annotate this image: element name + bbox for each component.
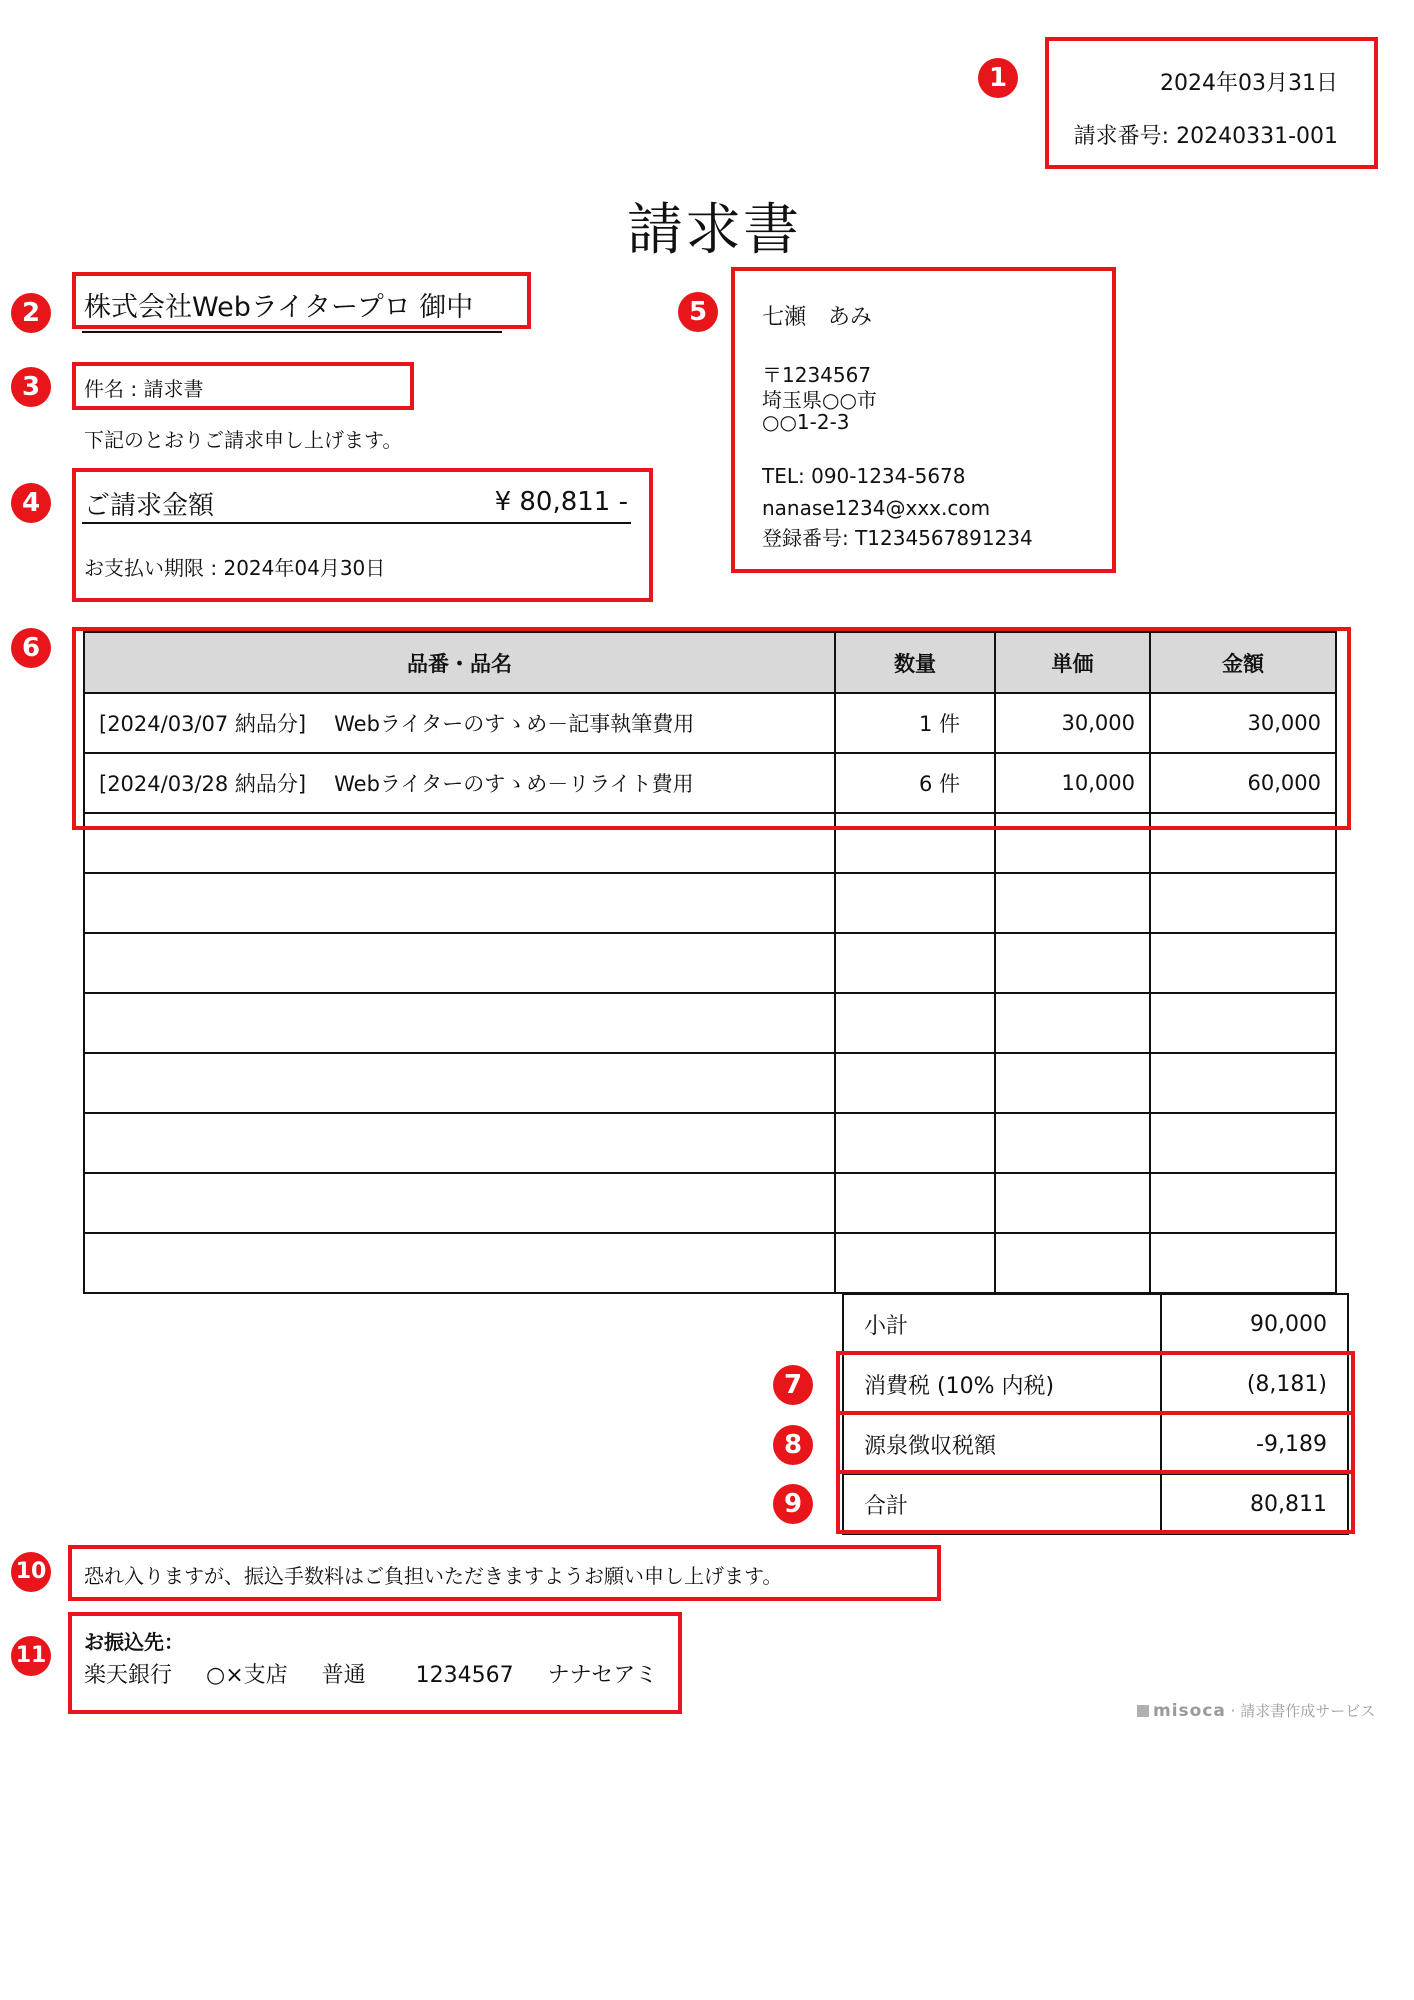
issuer-tel: TEL: 090-1234-5678 [762,464,966,488]
table-row-empty [84,1113,1336,1173]
amount-value: ¥ 80,811 - [494,487,628,517]
subject-label: 件名 : [84,377,138,401]
bank-account-number: 1234567 [415,1663,514,1688]
item-amount: 30,000 [1150,693,1336,753]
item-delivery-date: [2024/03/28 納品分] [99,772,307,796]
subtotal-label: 小計 [843,1294,1161,1354]
issuer-registration: 登録番号: T1234567891234 [762,526,1033,550]
total-value: 80,811 [1161,1474,1348,1534]
header-unit-price: 単価 [995,632,1150,693]
annotation-marker-8: 8 [773,1425,813,1465]
issuer-address-2: ○○1-2-3 [762,410,850,434]
recipient-underline [82,331,502,333]
subtotal-value: 90,000 [1161,1294,1348,1354]
item-quantity: 6 件 [835,753,995,813]
table-row-empty [84,1173,1336,1233]
misoca-logo-icon [1137,1705,1149,1717]
withholding-label: 源泉徴収税額 [843,1414,1161,1474]
misoca-service-text: · 請求書作成サービス [1230,1702,1376,1720]
due-date-line [84,552,385,581]
annotation-box-9 [836,1470,1355,1534]
issuer-name: 七瀬 あみ [762,305,873,330]
bank-account-type: 普通 [321,1663,366,1688]
table-row-empty [84,993,1336,1053]
annotation-marker-11: 11 [11,1636,51,1676]
header-item-name: 品番・品名 [84,632,835,693]
recipient-name: 株式会社Webライタープロ 御中 [84,292,474,323]
invoice-number-label: 請求番号: [1073,124,1170,149]
table-row-empty [84,873,1336,933]
total-label: 合計 [843,1474,1161,1534]
invoice-number-value: 20240331-001 [1176,124,1338,149]
table-row-empty [84,1233,1336,1293]
annotation-marker-9: 9 [773,1484,813,1524]
invoice-date: 2024年03月31日 [1160,71,1338,96]
annotation-box-7 [836,1351,1355,1415]
tax-label: 消費税 (10% 内税) [843,1354,1161,1414]
page-title: 請求書 [627,198,801,263]
payment-note: 恐れ入りますが、振込手数料はご負担いただきますようお願い申し上げます。 [84,1564,783,1588]
misoca-logo-word: misoca [1153,1701,1226,1721]
subject-value: 請求書 [143,377,204,401]
invoice-number [1074,119,1338,150]
intro-text: 下記のとおりご請求申し上げます。 [84,428,403,452]
annotation-marker-6: 6 [11,628,51,668]
annotation-marker-10: 10 [11,1552,51,1592]
misoca-logo [1137,1700,1375,1721]
issuer-postal: 〒1234567 [762,363,872,387]
amount-underline [82,522,631,524]
header-amount: 金額 [1150,632,1336,693]
annotation-box-8 [836,1411,1355,1474]
due-label: お支払い期限 : [84,556,218,580]
bank-name: 楽天銀行 [84,1663,173,1688]
header-quantity: 数量 [835,632,995,693]
annotation-marker-5: 5 [678,292,718,332]
subject-line [84,373,203,402]
bank-branch: ○×支店 [206,1663,288,1688]
amount-label: ご請求金額 [84,491,215,521]
tax-value: (8,181) [1161,1354,1348,1414]
due-date: 2024年04月30日 [223,556,386,580]
table-row-empty [84,933,1336,993]
subtotal-row [843,1294,1348,1354]
item-delivery-date: [2024/03/07 納品分] [99,712,307,736]
annotation-marker-3: 3 [11,367,51,407]
annotation-marker-7: 7 [773,1365,813,1405]
annotation-marker-1: 1 [978,58,1018,98]
annotation-marker-4: 4 [11,483,51,523]
annotation-box-6 [72,627,1351,830]
item-unit-price: 30,000 [995,693,1150,753]
item-name: Webライターのすゝめ－リライト費用 [334,772,694,796]
issuer-address-1: 埼玉県○○市 [762,388,877,412]
item-name: Webライターのすゝめ－記事執筆費用 [334,712,695,736]
item-unit-price: 10,000 [995,753,1150,813]
issuer-email: nanase1234@xxx.com [762,496,991,520]
table-row-empty [84,1053,1336,1113]
withholding-value: -9,189 [1161,1414,1348,1474]
item-amount: 60,000 [1150,753,1336,813]
bank-details [84,1658,657,1689]
item-quantity: 1 件 [835,693,995,753]
bank-label: お振込先： [84,1630,184,1654]
annotation-marker-2: 2 [11,293,51,333]
bank-account-name: ナナセアミ [547,1663,658,1688]
